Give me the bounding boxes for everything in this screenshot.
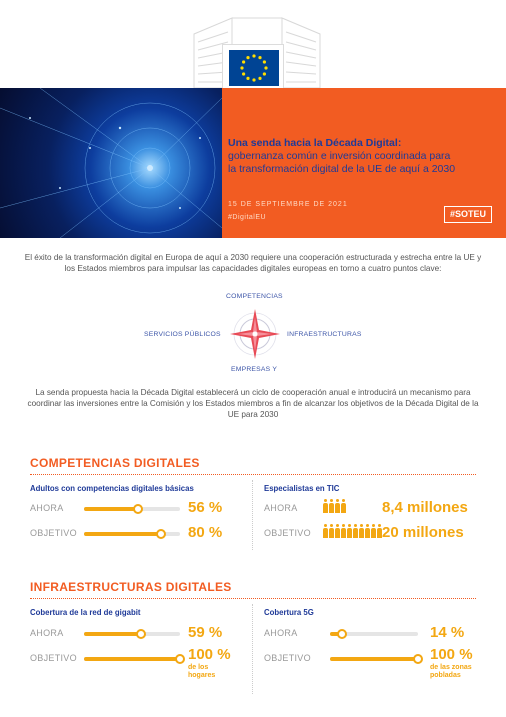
column-divider-infra — [252, 604, 253, 694]
gigabit-target-fill — [84, 657, 180, 661]
person-icon — [323, 524, 328, 538]
ict-target-label: OBJETIVO — [264, 528, 311, 538]
5g-target-label: OBJETIVO — [264, 653, 311, 663]
publication-date: 15 DE SEPTIEMBRE DE 2021 — [228, 201, 348, 208]
adults-target-fill — [84, 532, 161, 536]
point-competencias: COMPETENCIAS — [226, 293, 283, 300]
eu-flag-icon — [229, 50, 279, 86]
person-icon — [371, 524, 376, 538]
person-icon — [365, 524, 370, 538]
5g-target-knob — [413, 654, 423, 664]
gigabit-now-bar — [84, 632, 180, 636]
5g-target-fill — [330, 657, 418, 661]
section-title-infra: INFRAESTRUCTURAS DIGITALES — [30, 580, 232, 594]
person-icon — [359, 524, 364, 538]
person-icon — [335, 499, 340, 513]
person-icon — [341, 499, 346, 513]
section-title-skills: COMPETENCIAS DIGITALES — [30, 456, 200, 470]
5g-now-knob — [337, 629, 347, 639]
5g-target-value: 100 % — [430, 646, 473, 663]
adults-now-knob — [133, 504, 143, 514]
adults-now-bar — [84, 507, 180, 511]
person-icon — [329, 524, 334, 538]
point-infraestructuras: INFRAESTRUCTURAS — [287, 331, 362, 338]
gigabit-now-knob — [136, 629, 146, 639]
section-divider-infra — [30, 598, 476, 599]
title-line-2: gobernanza común e inversión coordinada para — [228, 150, 451, 162]
hashtag-digitaleu: #DigitalEU — [228, 214, 267, 221]
point-empresas: EMPRESAS Y — [231, 366, 278, 373]
adults-now-label: AHORA — [30, 503, 64, 513]
gigabit-target-value: 100 % — [188, 646, 231, 663]
person-icon — [347, 524, 352, 538]
point-servicios-publicos: SERVICIOS PÚBLICOS — [144, 331, 221, 338]
title-line-1: Una senda hacia la Década Digital: — [228, 137, 402, 149]
adults-now-value: 56 % — [188, 499, 223, 516]
ict-target-value: 20 millones — [382, 524, 464, 541]
gigabit-now-label: AHORA — [30, 628, 64, 638]
compass-rose-icon — [228, 307, 282, 361]
5g-now-bar — [330, 632, 418, 636]
5g-target-bar — [330, 657, 418, 661]
ict-now-value: 8,4 millones — [382, 499, 468, 516]
gigabit-target-knob — [175, 654, 185, 664]
gigabit-target-note: de los hogares — [188, 664, 216, 679]
digital-network-image — [0, 88, 222, 238]
adults-target-label: OBJETIVO — [30, 528, 77, 538]
gigabit-target-label: OBJETIVO — [30, 653, 77, 663]
gigabit-now-value: 59 % — [188, 624, 223, 641]
ict-now-label: AHORA — [264, 503, 298, 513]
title-line-3: la transformación digital de la UE de aquí a 2030 — [228, 163, 456, 175]
gigabit-now-fill — [84, 632, 141, 636]
page-title — [228, 137, 500, 176]
person-icon — [329, 499, 334, 513]
closing-paragraph: La senda propuesta hacia la Década Digital establecerá un ciclo de cooperación anual e introducirá un mecanismo para coordinar las inversiones entre la Comisión y los Estados miembros a fin de alcanzar los objetivos de la Década Digital de la UE para 2030 — [27, 388, 479, 419]
5g-now-value: 14 % — [430, 624, 465, 641]
adults-target-knob — [156, 529, 166, 539]
adults-target-value: 80 % — [188, 524, 223, 541]
gigabit-coverage-title: Cobertura de la red de gigabit — [30, 608, 141, 617]
intro-paragraph: El éxito de la transformación digital en Europa de aquí a 2030 requiere una cooperación estructurada y estrecha entre la UE y los Estados miembros para impulsar las capacidades digitales europeas en torno a cuatro puntos clave: — [24, 253, 482, 273]
column-divider-skills — [252, 480, 253, 550]
adults-skills-title: Adultos con competencias digitales básicas — [30, 484, 194, 493]
soteu-badge: #SOTEU — [444, 206, 492, 223]
ict-now-people-icons — [323, 499, 346, 513]
gigabit-target-bar — [84, 657, 180, 661]
person-icon — [353, 524, 358, 538]
adults-target-bar — [84, 532, 180, 536]
5g-now-label: AHORA — [264, 628, 298, 638]
hero-banner — [0, 88, 506, 238]
ict-specialists-title: Especialistas en TIC — [264, 484, 340, 493]
section-divider-skills — [30, 474, 476, 475]
person-icon — [323, 499, 328, 513]
person-icon — [335, 524, 340, 538]
adults-now-fill — [84, 507, 138, 511]
ict-target-people-icons — [323, 524, 382, 538]
person-icon — [341, 524, 346, 538]
5g-target-note: de las zonas pobladas — [430, 664, 472, 679]
5g-coverage-title: Cobertura 5G — [264, 608, 314, 617]
